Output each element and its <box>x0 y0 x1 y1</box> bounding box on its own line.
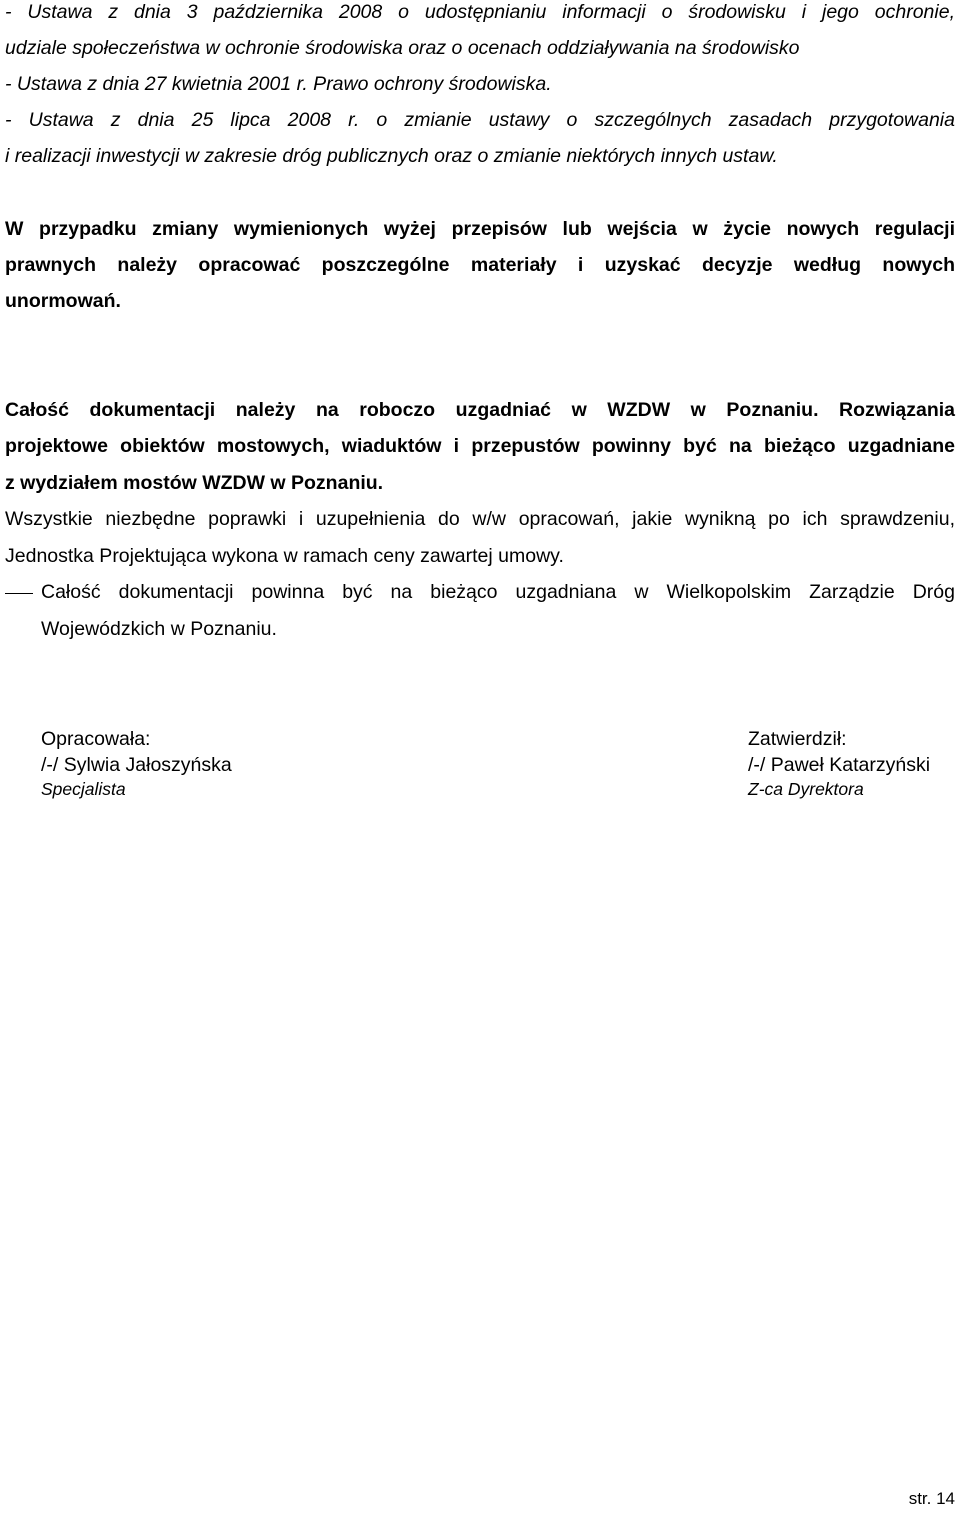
bullet-line-2: Wojewódzkich w Poznaniu. <box>41 618 277 640</box>
signature-left <box>41 727 232 801</box>
legal-ref-line-5: i realizacji inwestycji w zakresie dróg publicznych oraz o zmianie niektórych innych ustaw. <box>5 145 778 167</box>
corrections-line-1: Wszystkie niezbędne poprawki i uzupełnienia do w/w opracowań, jakie wynikną po ich sprawdzeniu, <box>5 508 955 530</box>
regulation-change-line-2: prawnych należy opracować poszczególne materiały i uzyskać decyzje według nowych <box>5 254 955 276</box>
signature-left-name: /-/ Sylwia Jałoszyńska <box>41 754 232 776</box>
legal-ref-line-4: - Ustawa z dnia 25 lipca 2008 r. o zmianie ustawy o szczególnych zasadach przygotowania <box>5 109 955 131</box>
signature-right <box>748 727 930 801</box>
corrections-line-2: Jednostka Projektująca wykona w ramach ceny zawartej umowy. <box>5 545 564 567</box>
coordination-line-3: z wydziałem mostów WZDW w Poznaniu. <box>5 472 384 494</box>
bullet-dash <box>5 593 33 594</box>
legal-ref-line-2: udziale społeczeństwa w ochronie środowiska oraz o ocenach oddziaływania na środowisko <box>5 37 800 59</box>
bullet-line-1: Całość dokumentacji powinna być na bieżąco uzgadniana w Wielkopolskim Zarządzie Dróg <box>41 581 955 603</box>
signature-left-heading: Opracowała: <box>41 728 151 750</box>
coordination-line-2: projektowe obiektów mostowych, wiaduktów i przepustów powinny być na bieżąco uzgadniane <box>5 435 955 457</box>
regulation-change-line-3: unormowań. <box>5 290 121 312</box>
signature-left-role: Specjalista <box>41 779 126 799</box>
signature-right-heading: Zatwierdził: <box>748 728 847 750</box>
signature-right-name: /-/ Paweł Katarzyński <box>748 754 931 776</box>
legal-ref-line-1: - Ustawa z dnia 3 października 2008 o udostępnianiu informacji o środowisku i jego ochronie, <box>5 1 955 23</box>
page-number: str. 14 <box>908 1489 955 1508</box>
legal-ref-line-3: - Ustawa z dnia 27 kwietnia 2001 r. Prawo ochrony środowiska. <box>5 73 552 95</box>
coordination-line-1: Całość dokumentacji należy na roboczo uzgadniać w WZDW w Poznaniu. Rozwiązania <box>5 399 955 421</box>
signature-right-role: Z-ca Dyrektora <box>748 779 864 799</box>
regulation-change-line-1: W przypadku zmiany wymienionych wyżej przepisów lub wejścia w życie nowych regulacji <box>5 218 955 240</box>
